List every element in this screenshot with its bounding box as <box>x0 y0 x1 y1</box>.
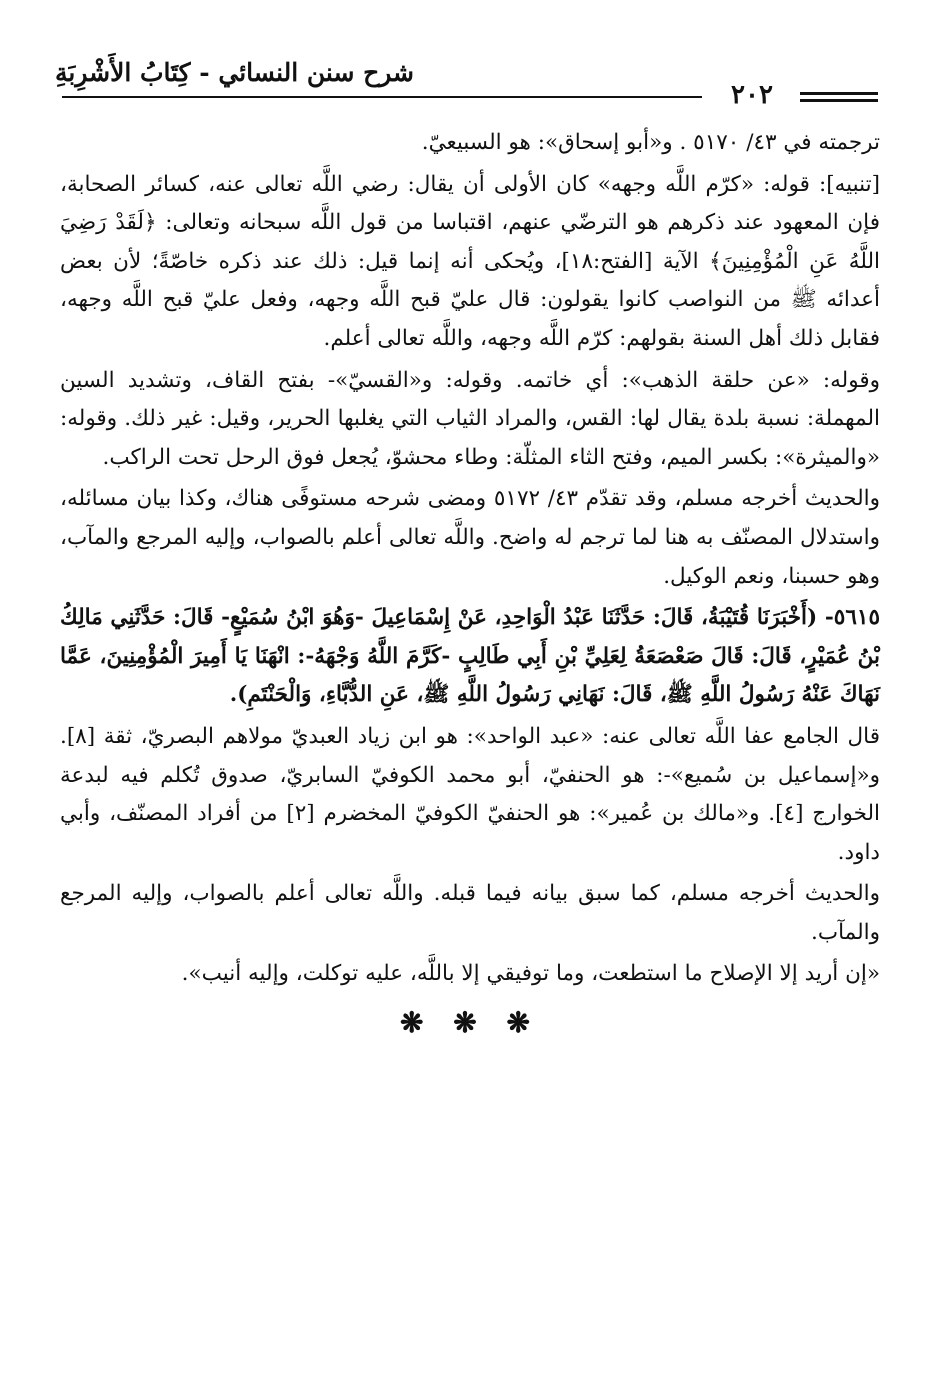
header-rule <box>62 96 702 98</box>
paragraph-translation-ref: ترجمته في ٤٣/ ٥١٧٠ . و«أبو إسحاق»: هو السبيعيّ. <box>421 130 880 155</box>
header-double-rule-bottom <box>800 99 878 102</box>
paragraph-takhrij: والحديث أخرجه مسلم، وقد تقدّم ٤٣/ ٥١٧٢ ومضى شرحه مستوفًى هناك، وكذا بيان مسائله، واستدلال المصنّف به هنا لما ترجم له واضح. واللَّه تعالى أعلم بالصواب، وإليه المرجع والمآب، وهو حسبنا، ونعم الوكيل. <box>60 486 881 589</box>
page-body <box>60 124 880 1039</box>
section-end-mark: ❋ ❋ ❋ <box>400 1006 540 1040</box>
header-double-rule-top <box>800 92 878 95</box>
hadith-5615: ٥٦١٥- (أَخْبَرَنَا قُتَيْبَةُ، قَالَ: حَدَّثَنَا عَبْدُ الْوَاحِدِ، عَنْ إِسْمَاعِيلَ -وَهُوَ ابْنُ سُمَيْعٍ- قَالَ: حَدَّثَنِي مَالِكُ بْنُ عُمَيْرٍ، قَالَ: قَالَ صَعْصَعَةُ لِعَلِيِّ بْنِ أَبِي طَالِبٍ -كَرَّمَ اللَّهُ وَجْهَهُ-: انْهَنَا يَا أَمِيرَ الْمُؤْمِنِينَ، عَمَّا نَهَاكَ عَنْهُ رَسُولُ اللَّهِ ﷺ، قَالَ: نَهَانِي رَسُولُ اللَّهِ ﷺ، عَنِ الدُّبَّاءِ، وَالْحَنْتَمِ). <box>60 605 880 708</box>
page-number: ٢٠٢ <box>731 80 773 110</box>
paragraph-explanation: وقوله: «عن حلقة الذهب»: أي خاتمه. وقوله: و«القسيّ»- بفتح القاف، وتشديد السين المهملة: نسبة بلدة يقال لها: القس، والمراد الثياب التي يغلبها الحرير، وقيل: غير ذلك. وقوله: «والميثرة»: بكسر الميم، وفتح الثاء المثلّة: وطاء محشوّ، يُجعل فوق الرحل تحت الراكب. <box>60 367 880 470</box>
paragraph-closing-dua: «إن أريد إلا الإصلاح ما استطعت، وما توفيقي إلا باللَّه، عليه توكلت، وإليه أنيب». <box>181 961 880 987</box>
paragraph-takhrij-2: والحديث أخرجه مسلم، كما سبق بيانه فيما قبله. واللَّه تعالى أعلم بالصواب، وإليه المرجع والمآب. <box>60 881 880 945</box>
paragraph-note: [تنبيه]: قوله: «كرّم اللَّه وجهه» كان الأولى أن يقال: رضي اللَّه تعالى عنه، كسائر الصحابة، فإن المعهود عند ذكرهم هو الترضّي عنهم، اقتباسا من قول اللَّه سبحانه وتعالى: ﴿لَقَدْ رَضِيَ اللَّهُ عَنِ الْمُؤْمِنِينَ﴾ الآية [الفتح:١٨]، ويُحكى أنه إنما قيل: ذلك عند ذكره خاصّةً؛ لأن بعض أعدائه ﷺ من النواصب كانوا يقولون: قال عليّ قبح اللَّه وجهه، وفعل عليّ قبح اللَّه وجهه، فقابل ذلك أهل السنة بقولهم: كرّم اللَّه وجهه، واللَّه تعالى أعلم. <box>60 171 880 351</box>
paragraph-narrators: قال الجامع عفا اللَّه تعالى عنه: «عبد الواحد»: هو ابن زياد العبديّ مولاهم البصريّ، ثقة [٨]. و«إسماعيل بن سُميع»-: هو الحنفيّ، أبو محمد الكوفيّ السابريّ، صدوق تُكلم فيه لبدعة الخوارج [٤]. و«مالك بن عُمير»: هو الحنفيّ الكوفيّ المخضرم [٢] من أفراد المصنّف، وأبي داود. <box>60 723 881 865</box>
running-header-title: شرح سنن النسائي - كِتَابُ الأَشْرِبَةِ <box>54 58 414 87</box>
